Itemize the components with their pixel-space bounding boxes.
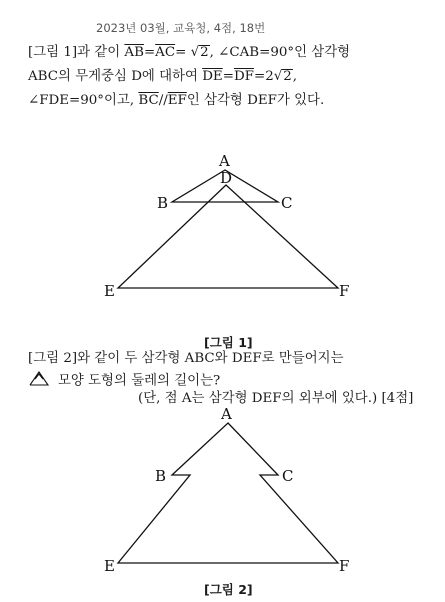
problem-line-3: ∠FDE=90°이고, $\overline{BC}//\overline{EF}$인 삼각형 DEF가 있다. (28, 93, 325, 108)
problem-line-1: [그림 1]과 같이 $\overline{AB}=\overline{AC}= √2$, ∠CAB=90°인 삼각형 (28, 45, 351, 60)
label-e: E (104, 557, 115, 575)
label-a: A (219, 152, 230, 170)
label-f: F (339, 282, 350, 300)
label-a: A (221, 405, 232, 423)
problem-line-4: [그림 2]와 같이 두 삼각형 ABC와 DEF로 만들어지는 (28, 351, 344, 366)
tree-shape-icon (28, 370, 50, 392)
triangle-def (118, 185, 338, 288)
figure-1-caption: [그림 1] (204, 335, 253, 350)
problem-line-2: ABC의 무게중심 D에 대하여 $\overline{DE}=\overline{DF}=2√2$, (28, 69, 298, 84)
label-f: F (339, 557, 350, 575)
figure-2-caption: [그림 2] (204, 582, 253, 597)
source-line: 2023년 03월, 교육청, 4점, 18번 (96, 21, 266, 35)
figure-1 (0, 150, 445, 325)
label-d: D (220, 169, 233, 187)
figure-2 (0, 405, 445, 580)
label-e: E (104, 282, 115, 300)
problem-line-5: 모양 도형의 둘레의 길이는? (28, 370, 220, 392)
label-c: C (282, 467, 294, 485)
label-c: C (281, 194, 293, 212)
problem-line-6: (단, 점 A는 삼각형 DEF의 외부에 있다.) [4점] (138, 391, 414, 406)
tree-outline (118, 423, 338, 563)
label-b: B (157, 194, 169, 212)
label-b: B (155, 467, 167, 485)
